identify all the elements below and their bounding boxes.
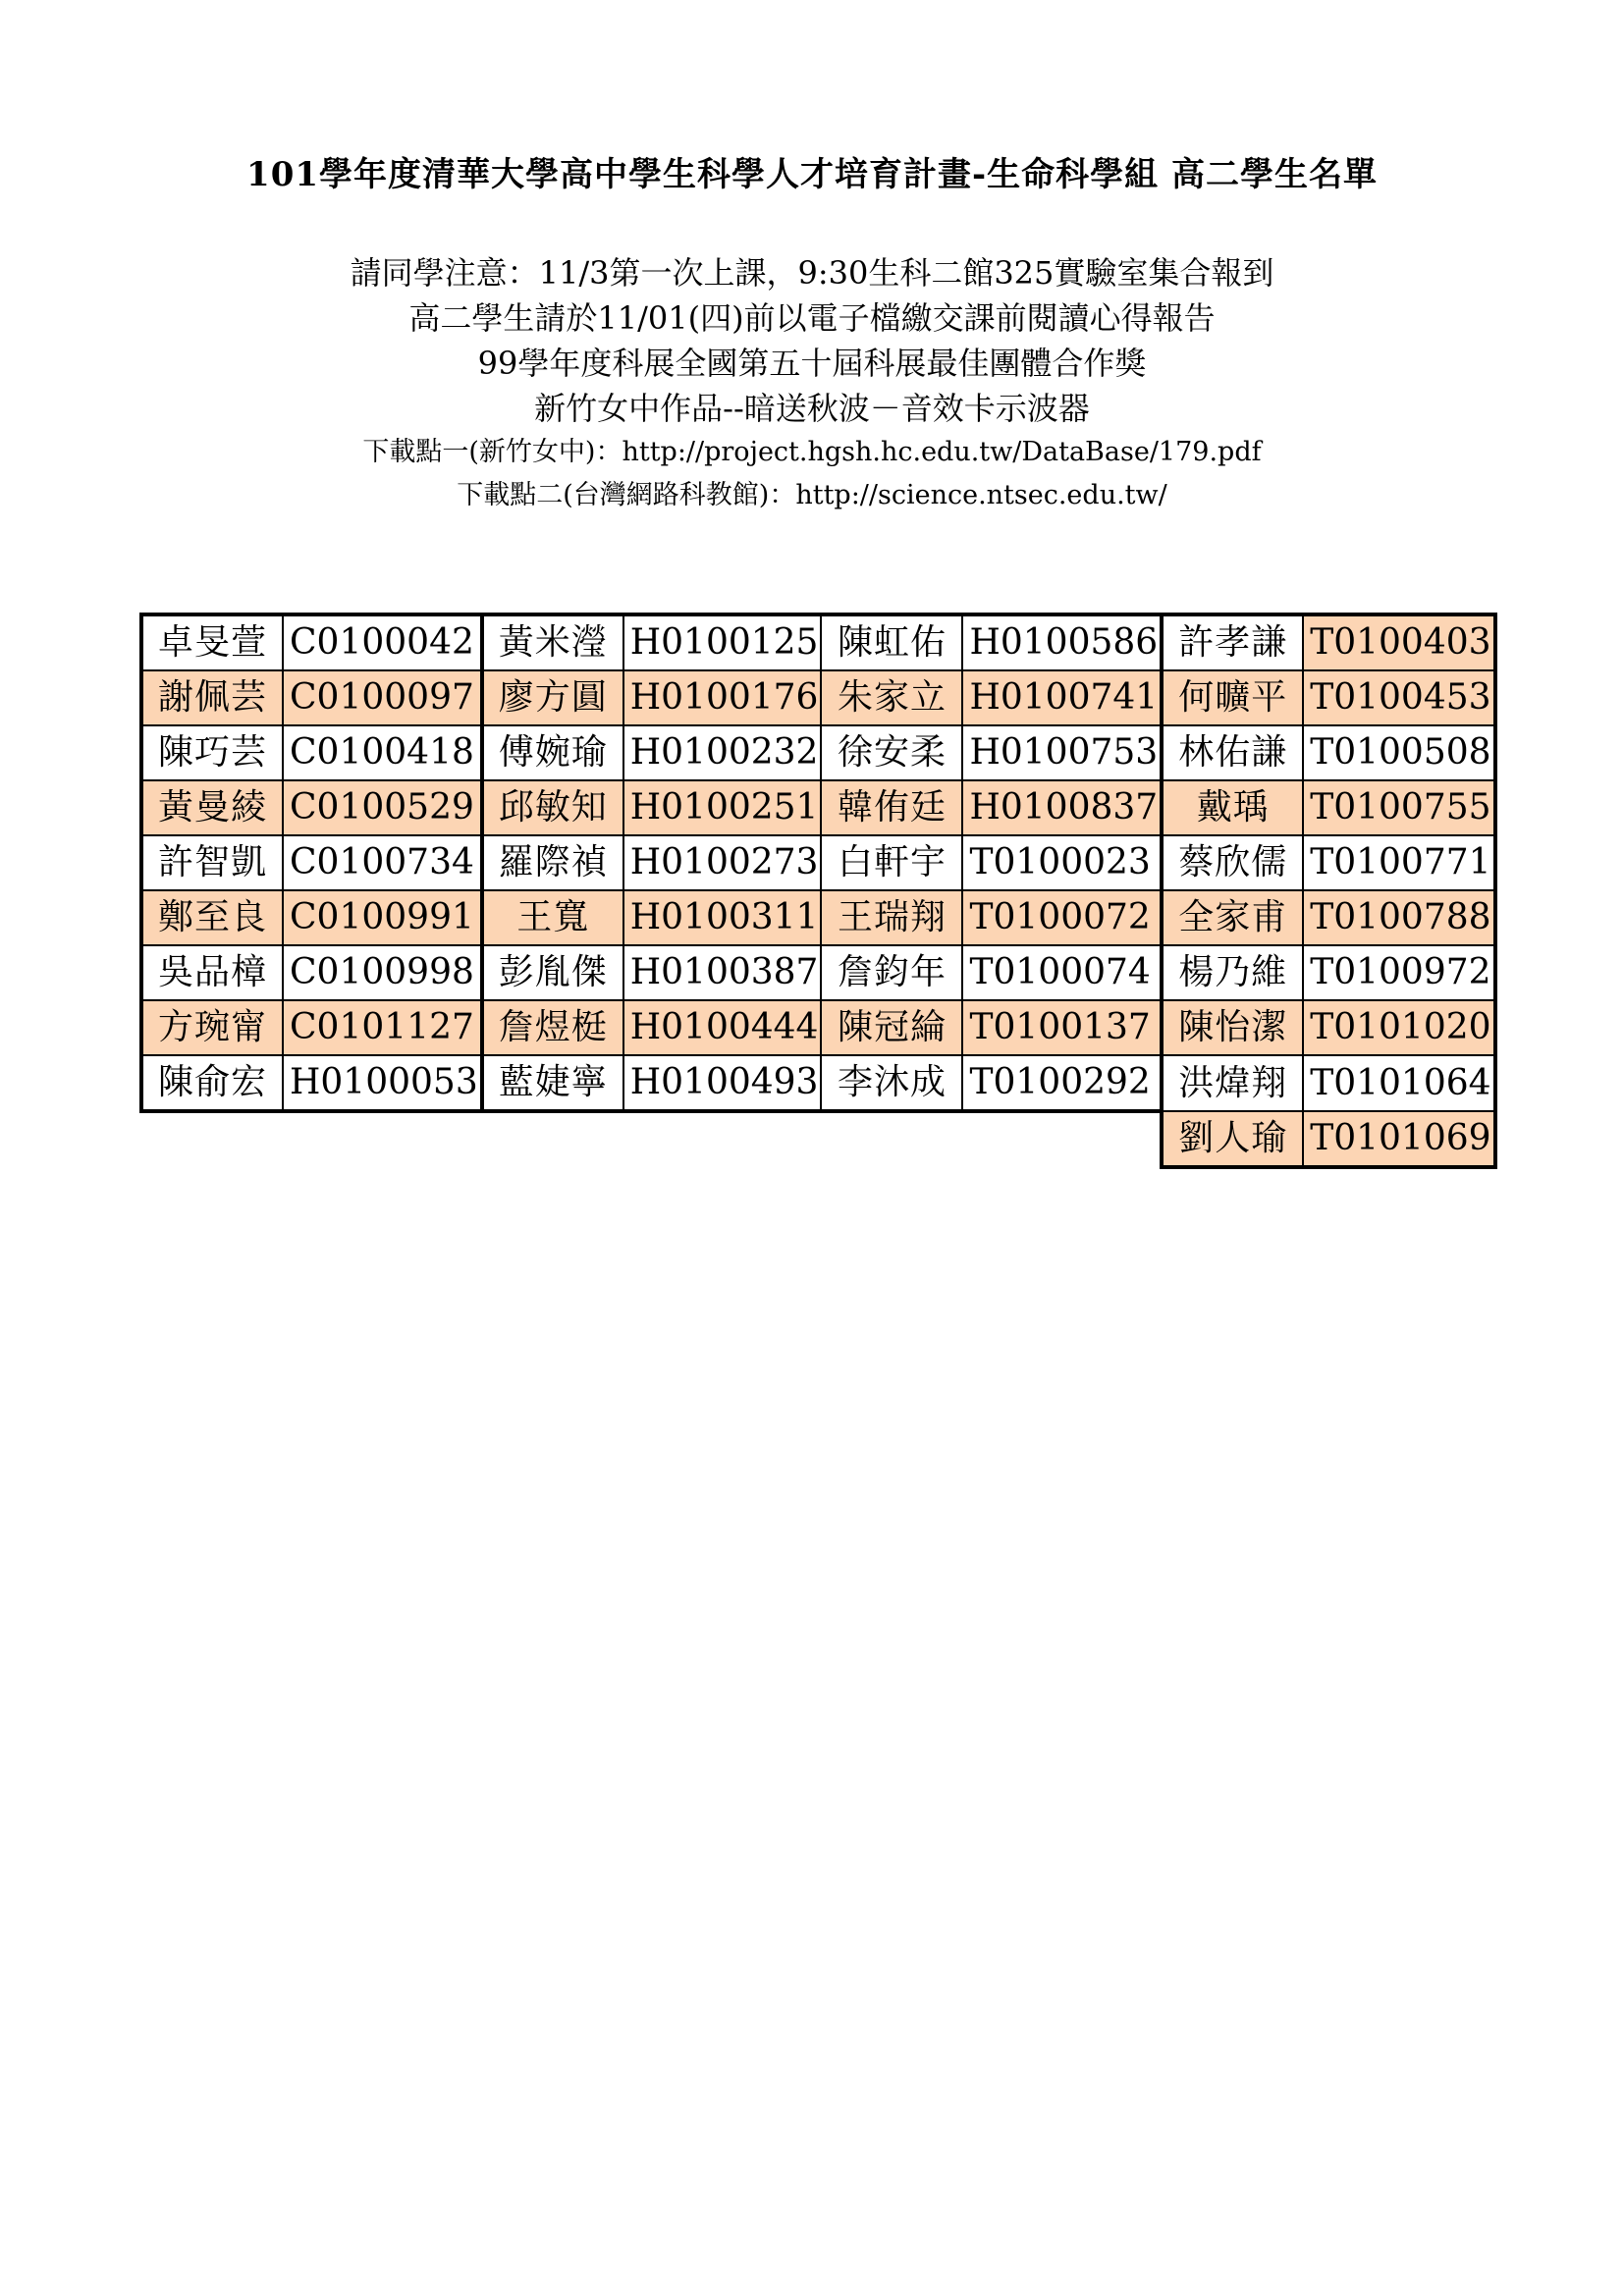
student-name-cell: 王瑞翔 [821,890,962,945]
student-id-cell: H0100273 [623,835,822,890]
notice-line: 高二學生請於11/01(四)前以電子檔繳交課前閱讀心得報告 [408,299,1216,337]
student-name-cell: 韓侑廷 [821,780,962,835]
student-name-cell: 邱敏知 [482,780,623,835]
student-id-cell: T0100137 [962,1000,1162,1055]
student-name-cell: 戴瑀 [1162,780,1303,835]
student-name-cell: 白軒宇 [821,835,962,890]
student-roster-table [139,613,1497,1169]
student-name-cell: 方琬甯 [141,1000,283,1055]
student-name-cell: 陳冠綸 [821,1000,962,1055]
student-id-cell: T0100771 [1303,835,1495,890]
student-name-cell: 何曠平 [1162,670,1303,725]
empty-cell [821,1111,962,1167]
student-name-cell: 李沐成 [821,1055,962,1111]
student-id-cell: T0100403 [1303,614,1495,670]
student-name-cell: 羅際禎 [482,835,623,890]
student-name-cell: 陳巧芸 [141,725,283,780]
student-name-cell: 鄭至良 [141,890,283,945]
student-name-cell: 陳俞宏 [141,1055,283,1111]
student-id-cell: T0101069 [1303,1111,1495,1167]
table-row [141,890,1495,945]
student-id-cell: T0100292 [962,1055,1162,1111]
student-name-cell: 詹煜梃 [482,1000,623,1055]
student-id-cell: C0100097 [283,670,482,725]
table-row [141,670,1495,725]
student-id-cell: H0100232 [623,725,822,780]
student-name-cell: 傅婉瑜 [482,725,623,780]
student-name-cell: 楊乃維 [1162,945,1303,1000]
student-id-cell: T0100072 [962,890,1162,945]
student-name-cell: 彭胤傑 [482,945,623,1000]
student-id-cell: T0100508 [1303,725,1495,780]
student-id-cell: H0100753 [962,725,1162,780]
student-name-cell: 廖方圓 [482,670,623,725]
student-name-cell: 蔡欣儒 [1162,835,1303,890]
notice-line: 請同學注意：11/3第一次上課，9:30生科二館325實驗室集合報到 [350,254,1274,292]
student-name-cell: 朱家立 [821,670,962,725]
table-row [141,1055,1495,1111]
notice-line: 新竹女中作品--暗送秋波－音效卡示波器 [534,390,1090,427]
download-link-1[interactable]: 下載點一(新竹女中)：http://project.hgsh.hc.edu.tw/DataBase/179.pdf [362,437,1262,467]
student-id-cell: T0100972 [1303,945,1495,1000]
student-name-cell: 黃米瀅 [482,614,623,670]
student-id-cell: H0100444 [623,1000,822,1055]
table-row [141,1111,1495,1167]
student-id-cell: H0100493 [623,1055,822,1111]
student-id-cell: H0100176 [623,670,822,725]
table-row [141,835,1495,890]
student-name-cell: 王寬 [482,890,623,945]
student-id-cell: C0100418 [283,725,482,780]
empty-cell [482,1111,623,1167]
student-id-cell: C0100529 [283,780,482,835]
student-id-cell: C0100042 [283,614,482,670]
student-name-cell: 謝佩芸 [141,670,283,725]
download-link-2[interactable]: 下載點二(台灣網路科教館)：http://science.ntsec.edu.tw/ [457,480,1167,510]
table-row [141,614,1495,670]
student-id-cell: C0101127 [283,1000,482,1055]
student-name-cell: 林佑謙 [1162,725,1303,780]
student-name-cell: 劉人瑜 [1162,1111,1303,1167]
student-id-cell: H0100251 [623,780,822,835]
student-id-cell: H0100837 [962,780,1162,835]
table-row [141,945,1495,1000]
student-id-cell: T0101064 [1303,1055,1495,1111]
student-name-cell: 卓旻萱 [141,614,283,670]
empty-cell [623,1111,822,1167]
student-id-cell: T0100453 [1303,670,1495,725]
student-id-cell: H0100741 [962,670,1162,725]
student-id-cell: T0100788 [1303,890,1495,945]
student-id-cell: T0101020 [1303,1000,1495,1055]
student-id-cell: H0100387 [623,945,822,1000]
table-row [141,780,1495,835]
student-id-cell: H0100586 [962,614,1162,670]
student-id-cell: C0100998 [283,945,482,1000]
table-row [141,1000,1495,1055]
student-name-cell: 許智凱 [141,835,283,890]
student-name-cell: 徐安柔 [821,725,962,780]
student-name-cell: 陳怡潔 [1162,1000,1303,1055]
student-id-cell: H0100311 [623,890,822,945]
student-id-cell: T0100755 [1303,780,1495,835]
student-id-cell: C0100734 [283,835,482,890]
page-title: 101學年度清華大學高中學生科學人才培育計畫-生命科學組 高二學生名單 [246,155,1378,194]
notice-line: 99學年度科展全國第五十屆科展最佳團體合作獎 [477,345,1147,382]
empty-cell [962,1111,1162,1167]
student-name-cell: 陳虹佑 [821,614,962,670]
empty-cell [283,1111,482,1167]
notice-block [0,250,1624,517]
roster-body [141,614,1495,1167]
student-id-cell: H0100053 [283,1055,482,1111]
student-name-cell: 洪煒翔 [1162,1055,1303,1111]
student-id-cell: T0100023 [962,835,1162,890]
student-name-cell: 藍婕寧 [482,1055,623,1111]
table-row [141,725,1495,780]
empty-cell [141,1111,283,1167]
student-id-cell: C0100991 [283,890,482,945]
student-id-cell: T0100074 [962,945,1162,1000]
student-id-cell: H0100125 [623,614,822,670]
student-name-cell: 詹鈞年 [821,945,962,1000]
student-name-cell: 吳品樟 [141,945,283,1000]
student-name-cell: 黃曼綾 [141,780,283,835]
student-name-cell: 許孝謙 [1162,614,1303,670]
student-name-cell: 全家甫 [1162,890,1303,945]
